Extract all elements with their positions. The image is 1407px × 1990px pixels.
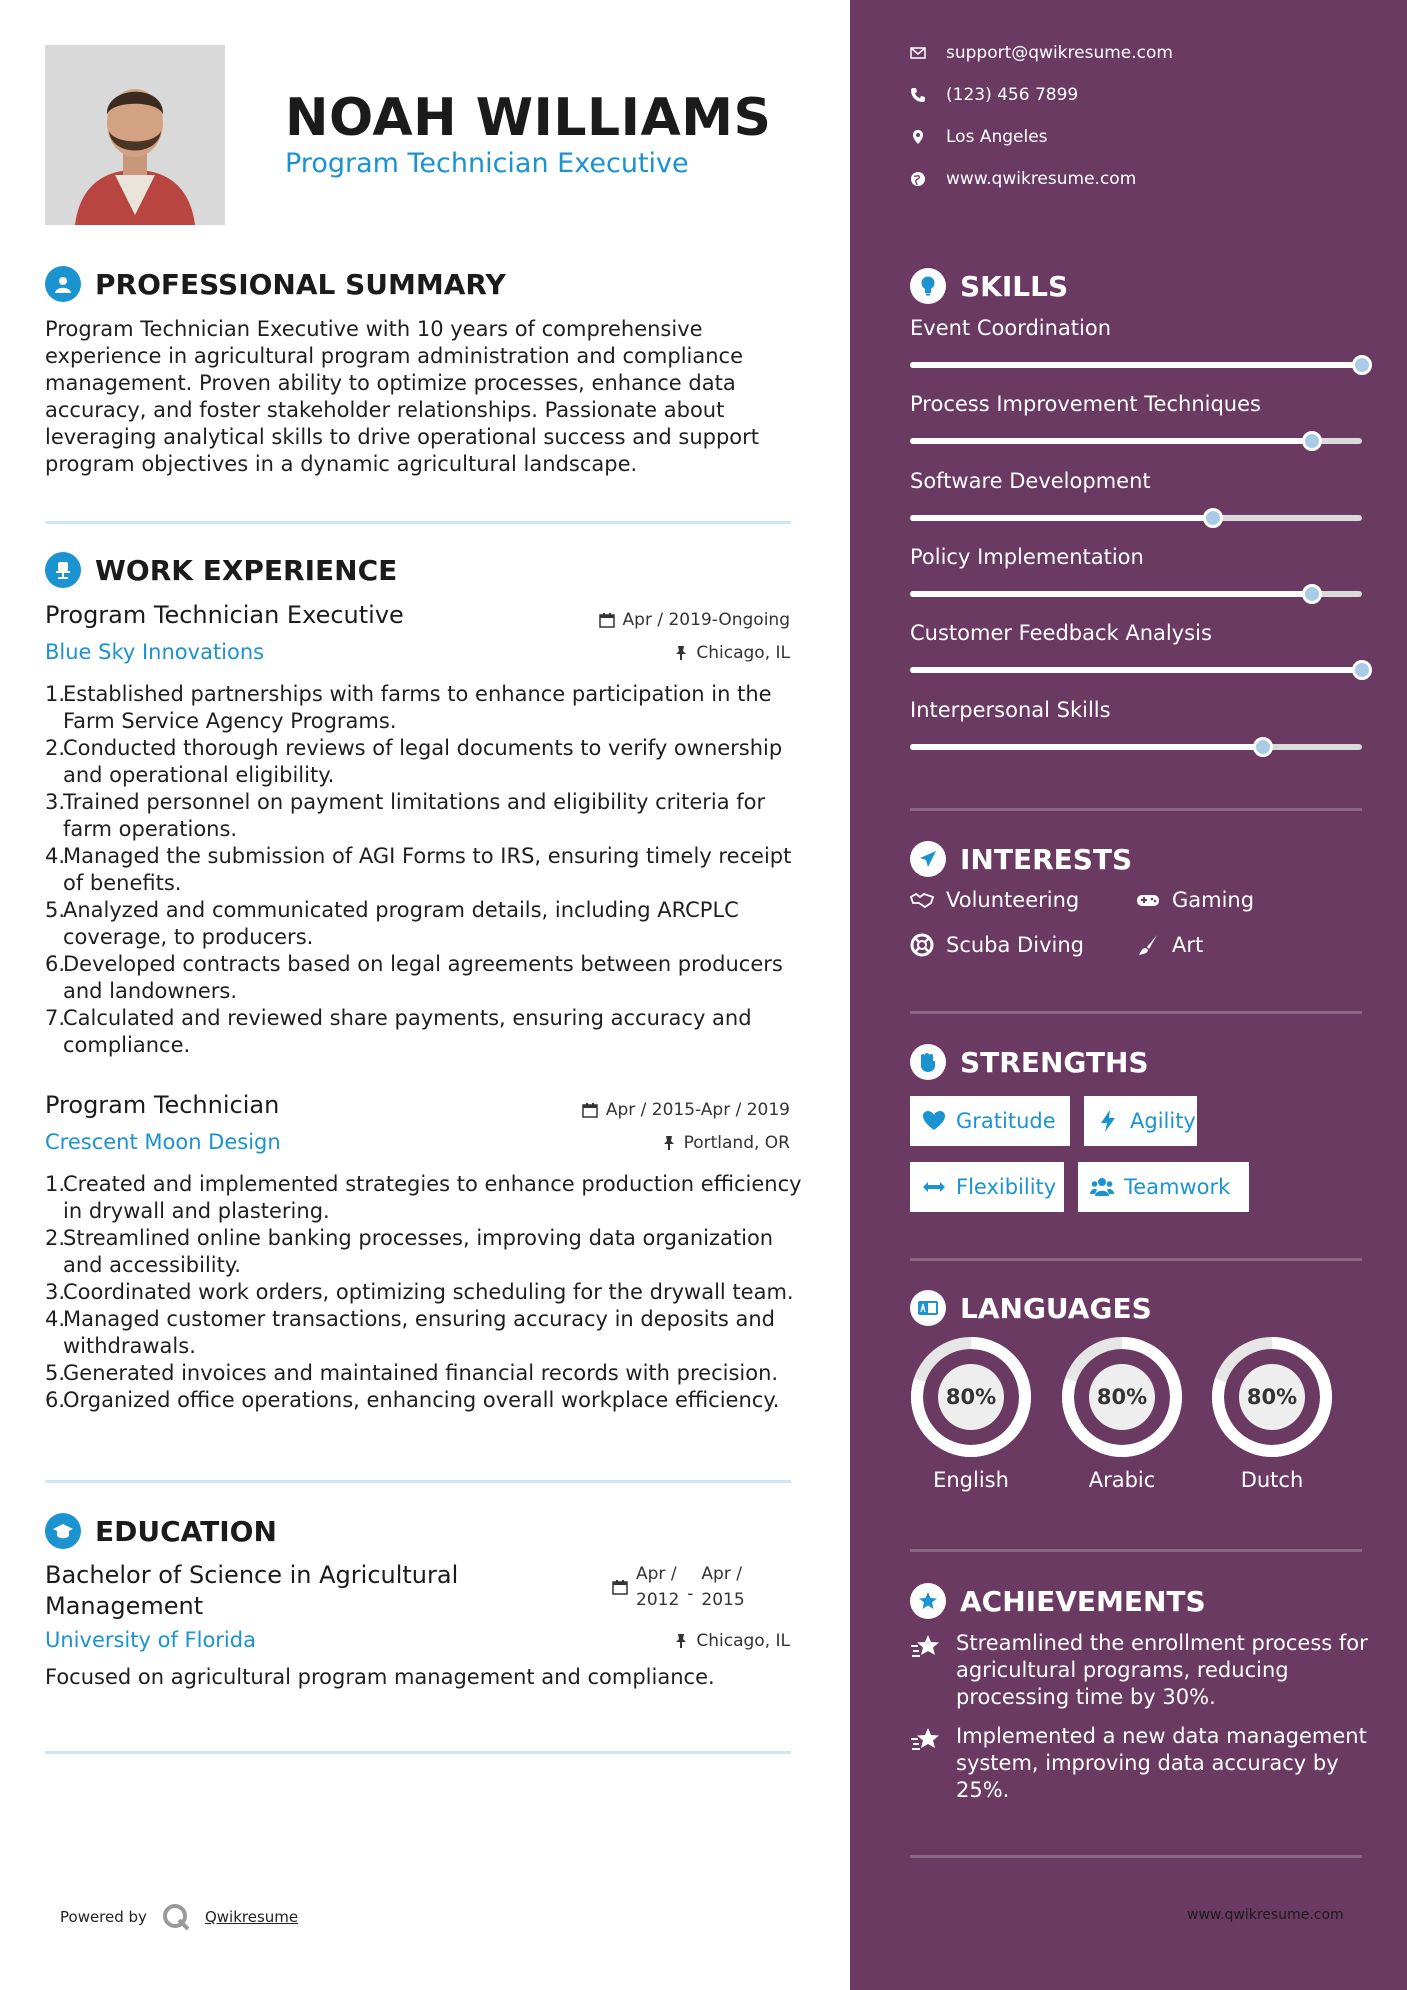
calendar-icon	[582, 1102, 598, 1118]
skill-label: Policy Implementation	[910, 545, 1144, 569]
strengths-title: STRENGTHS	[960, 1045, 1149, 1079]
gamepad-icon	[1136, 888, 1160, 912]
strength-label: Gratitude	[956, 1109, 1056, 1133]
job-location-text: Portland, OR	[683, 1133, 790, 1153]
skill-label: Software Development	[910, 469, 1151, 493]
contact-phone-text: (123) 456 7899	[946, 85, 1079, 105]
achievements-heading	[910, 1583, 1206, 1619]
job-location	[662, 1133, 790, 1153]
achievement-text: Streamlined the enrollment process for agricultural programs, reducing processing time by 30%.	[956, 1631, 1368, 1709]
degree-title	[45, 1560, 458, 1622]
school-name: University of Florida	[45, 1628, 256, 1652]
heart-icon	[922, 1109, 946, 1133]
globe-icon	[910, 171, 926, 187]
job-dates-text: Apr / 2019-Ongoing	[622, 610, 790, 630]
handshake-icon	[910, 888, 934, 912]
achievement-item	[910, 1723, 1370, 1804]
work-heading	[45, 552, 397, 588]
education-description: Focused on agricultural program management and compliance.	[45, 1665, 715, 1689]
section-divider	[910, 1258, 1362, 1261]
language-name: Dutch	[1240, 1468, 1304, 1492]
summary-text: Program Technician Executive with 10 years of comprehensive experience in agricultural program administration and compliance management. Proven ability to optimize processes, enhance data accuracy, and foster stakeholder relationships. Passionate about leveraging analytical skills to drive operational success and support program objectives in a dynamic agricultural landscape.	[45, 317, 760, 476]
skill-bar-fill	[910, 744, 1263, 750]
job-company: Crescent Moon Design	[45, 1130, 281, 1154]
arrows-horizontal-icon	[922, 1175, 946, 1199]
job-location-text: Chicago, IL	[696, 643, 790, 663]
list-item: 5. Generated invoices and maintained financial records with precision.	[45, 1361, 779, 1385]
education-location	[674, 1631, 790, 1651]
strength-label: Agility	[1130, 1109, 1196, 1133]
fist-icon	[910, 1044, 946, 1080]
skill-bar	[910, 515, 1362, 521]
list-item: 6. Organized office operations, enhancing overall workplace efficiency.	[45, 1388, 780, 1412]
job-dates	[599, 610, 790, 630]
pushpin-icon	[674, 645, 688, 661]
pushpin-icon	[662, 1135, 676, 1151]
list-item: 2. Streamlined online banking processes, improving data organization and accessibility.	[45, 1226, 774, 1277]
interest-label: Volunteering	[946, 888, 1080, 912]
achievements-title: ACHIEVEMENTS	[960, 1584, 1206, 1618]
skill-label: Interpersonal Skills	[910, 698, 1111, 722]
languages-title: LANGUAGES	[960, 1291, 1152, 1325]
envelope-icon	[910, 45, 926, 61]
powered-by	[60, 1902, 298, 1932]
job-bullets	[45, 1171, 805, 1414]
lightbulb-icon	[910, 268, 946, 304]
skill-bar	[910, 591, 1362, 597]
contact-email-text: support@qwikresume.com	[946, 43, 1173, 63]
education-dates	[612, 1561, 745, 1613]
contact-website[interactable]	[910, 169, 1136, 189]
language-icon	[910, 1290, 946, 1326]
interest-item	[1136, 888, 1254, 912]
strength-chip	[1078, 1162, 1249, 1212]
language-item	[910, 1336, 1032, 1492]
education-start-month: Apr /	[636, 1564, 677, 1584]
job-location	[674, 643, 790, 663]
list-item: 7. Calculated and reviewed share payments, ensuring accuracy and compliance.	[45, 1006, 752, 1057]
calendar-icon	[612, 1579, 628, 1595]
languages-heading	[910, 1290, 1152, 1326]
job-dates	[582, 1100, 790, 1120]
skill-bar-fill	[910, 515, 1213, 521]
language-ring	[1061, 1336, 1183, 1458]
skill-bar	[910, 362, 1362, 368]
interest-item	[1136, 933, 1203, 957]
strength-label: Teamwork	[1124, 1175, 1231, 1199]
skill-bar-knob	[1302, 584, 1322, 604]
job-company: Blue Sky Innovations	[45, 640, 265, 664]
education-title: EDUCATION	[95, 1514, 277, 1548]
education-location-text: Chicago, IL	[696, 1631, 790, 1651]
list-item: 1. Established partnerships with farms to enhance participation in the Farm Service Agency Programs.	[45, 682, 772, 733]
job-title: Program Technician	[45, 1091, 280, 1119]
office-chair-icon	[45, 552, 81, 588]
trophy-star-icon	[910, 1725, 942, 1757]
language-ring	[1211, 1336, 1333, 1458]
summary-title: PROFESSIONAL SUMMARY	[95, 267, 506, 301]
section-divider	[45, 1751, 791, 1754]
section-divider	[910, 1549, 1362, 1552]
section-divider	[910, 808, 1362, 811]
section-divider	[45, 1480, 791, 1483]
skill-bar-knob	[1203, 508, 1223, 528]
education-end-month: Apr /	[701, 1564, 742, 1584]
interests-title: INTERESTS	[960, 842, 1133, 876]
interest-item	[910, 888, 1079, 912]
strength-chip	[910, 1096, 1070, 1146]
map-marker-icon	[910, 129, 926, 145]
skill-bar-fill	[910, 438, 1312, 444]
job-dates-text: Apr / 2015-Apr / 2019	[605, 1100, 790, 1120]
powered-by-label: Powered by	[60, 1908, 147, 1926]
language-percent: 80%	[1096, 1385, 1148, 1409]
summary-heading	[45, 266, 506, 302]
skill-label: Customer Feedback Analysis	[910, 621, 1212, 645]
education-date-separator: -	[687, 1584, 694, 1604]
language-percent: 80%	[1246, 1385, 1298, 1409]
users-icon	[1090, 1175, 1114, 1199]
section-divider	[45, 521, 791, 524]
skill-bar-knob	[1352, 660, 1372, 680]
list-item: 5. Analyzed and communicated program details, including ARCPLC coverage, to producers.	[45, 898, 739, 949]
language-name: Arabic	[1088, 1468, 1156, 1492]
phone-icon	[910, 87, 926, 103]
paper-plane-icon	[910, 841, 946, 877]
skill-label: Process Improvement Techniques	[910, 392, 1261, 416]
skill-bar-knob	[1253, 737, 1273, 757]
interest-label: Scuba Diving	[946, 933, 1084, 957]
language-ring	[910, 1336, 1032, 1458]
skills-title: SKILLS	[960, 269, 1069, 303]
education-heading	[45, 1513, 277, 1549]
job-title: Program Technician Executive	[45, 601, 404, 629]
strength-label: Flexibility	[956, 1175, 1057, 1199]
skill-bar	[910, 667, 1362, 673]
star-badge-icon	[910, 1583, 946, 1619]
user-icon	[45, 266, 81, 302]
education-start-year: 2012	[636, 1590, 680, 1610]
skill-bar	[910, 744, 1362, 750]
pushpin-icon	[674, 1633, 688, 1649]
work-title: WORK EXPERIENCE	[95, 553, 398, 587]
achievement-text: Implemented a new data management system, improving data accuracy by 25%.	[956, 1724, 1367, 1802]
skill-bar	[910, 438, 1362, 444]
interest-item	[910, 933, 1084, 957]
section-divider	[910, 1011, 1362, 1014]
interests-heading	[910, 841, 1132, 877]
calendar-icon	[599, 612, 615, 628]
list-item: 1. Created and implemented strategies to enhance production efficiency in drywall and plastering.	[45, 1172, 802, 1223]
list-item: 3. Coordinated work orders, optimizing scheduling for the drywall team.	[45, 1280, 794, 1304]
skill-bar-knob	[1352, 355, 1372, 375]
skill-label: Event Coordination	[910, 316, 1112, 340]
contact-email[interactable]	[910, 43, 1173, 63]
contact-location	[910, 127, 1048, 147]
list-item: 4. Managed the submission of AGI Forms to IRS, ensuring timely receipt of benefits.	[45, 844, 792, 895]
qwikresume-link[interactable]: Qwikresume	[204, 1908, 299, 1926]
person-photo-icon	[45, 45, 225, 225]
skills-heading	[910, 268, 1068, 304]
list-item: 6. Developed contracts based on legal agreements between producers and landowners.	[45, 952, 783, 1003]
profile-photo	[45, 45, 225, 225]
language-item	[1211, 1336, 1333, 1492]
contact-phone[interactable]	[910, 85, 1078, 105]
qwikresume-logo-icon	[161, 1902, 191, 1932]
lightning-icon	[1096, 1109, 1120, 1133]
skill-bar-fill	[910, 667, 1362, 673]
candidate-name: NOAH WILLIAMS	[285, 88, 772, 148]
lifebuoy-icon	[910, 933, 934, 957]
interest-label: Art	[1172, 933, 1204, 957]
skill-bar-fill	[910, 591, 1312, 597]
contact-location-text: Los Angeles	[946, 127, 1048, 147]
graduation-cap-icon	[45, 1513, 81, 1549]
footer-url[interactable]: www.qwikresume.com	[1187, 1907, 1344, 1923]
degree-line: Bachelor of Science in Agricultural	[45, 1561, 459, 1589]
achievement-item	[910, 1630, 1370, 1711]
list-item: 4. Managed customer transactions, ensuring accuracy in deposits and withdrawals.	[45, 1307, 775, 1358]
strength-chip	[910, 1162, 1064, 1212]
education-end-year: 2015	[701, 1590, 745, 1610]
language-name: English	[933, 1468, 1009, 1492]
contact-website-text: www.qwikresume.com	[946, 169, 1137, 189]
interest-label: Gaming	[1172, 888, 1255, 912]
list-item: 3. Trained personnel on payment limitations and eligibility criteria for farm operations.	[45, 790, 766, 841]
paintbrush-icon	[1136, 933, 1160, 957]
language-item	[1061, 1336, 1183, 1492]
degree-line: Management	[45, 1592, 204, 1620]
section-divider	[910, 1855, 1362, 1858]
strengths-heading	[910, 1044, 1149, 1080]
language-percent: 80%	[945, 1385, 997, 1409]
trophy-star-icon	[910, 1632, 942, 1664]
job-bullets	[45, 681, 805, 1059]
list-item: 2. Conducted thorough reviews of legal documents to verify ownership and operational eligibility.	[45, 736, 783, 787]
skill-bar-knob	[1302, 431, 1322, 451]
strength-chip	[1084, 1096, 1197, 1146]
candidate-title: Program Technician Executive	[285, 148, 689, 179]
skill-bar-fill	[910, 362, 1362, 368]
